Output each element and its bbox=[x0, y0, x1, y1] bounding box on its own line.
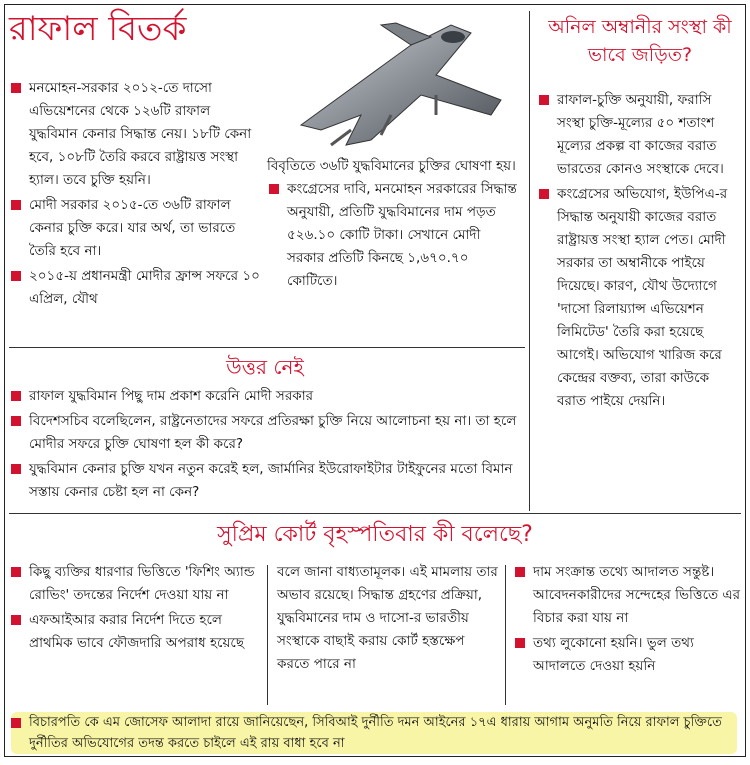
list-item: ২০১৫-য় প্রধানমন্ত্রী মোদীর ফ্রান্স সফরে ১০ এপ্রিল, যৌথ bbox=[9, 265, 261, 311]
court-col3 bbox=[513, 561, 741, 680]
side-col bbox=[537, 89, 741, 415]
divider bbox=[267, 565, 268, 705]
list-item: রাফাল-চুক্তি অনুযায়ী, ফরাসি সংস্থা চুক্তি-মূল্যের ৫০ শতাংশ মূল্যের প্রকল্প বা কাজের বরাত ভারতের কোনও সংস্থাকে দেবে। bbox=[537, 89, 741, 181]
court-col2 bbox=[277, 561, 499, 676]
list-item: মনমোহন-সরকার ২০১২-তে দাসো এভিয়েশনের থেকে ১২৬টি রাফাল যুদ্ধবিমান কেনার সিদ্ধান্ত নেয়। ১৮টি কেনা হবে, ১০৮টি তৈরি করবে রাষ্ট্রায়ত্ত সংস্থা হ্যাল। তবে চুক্তি হয়নি। bbox=[9, 77, 261, 192]
main-title: রাফাল বিতর্ক bbox=[9, 9, 187, 49]
list-item: রাফাল যুদ্ধবিমান পিছু দাম প্রকাশ করেনি মোদী সরকার bbox=[9, 385, 523, 408]
col2 bbox=[267, 155, 517, 295]
fighter-jet-icon bbox=[261, 5, 523, 155]
court-col1 bbox=[9, 561, 259, 657]
list-item: বিদেশসচিব বলেছিলেন, রাষ্ট্রনেতাদের সফরে প্রতিরক্ষা চুক্তি নিয়ে আলোচনা হয় না। তা হলে মোদীর সফরে চুক্তি ঘোষণা হল কী করে? bbox=[9, 410, 523, 456]
list-item: এফআইআর করার নির্দেশ দিতে হলে প্রাথমিক ভাবে ফৌজদারি অপরাধ হয়েছে bbox=[9, 609, 259, 655]
col1 bbox=[9, 77, 261, 313]
list-item: কিছু ব্যক্তির ধারণার ভিত্তিতে 'ফিশিং অ্যান্ড রোভিং' তদন্তের নির্দেশ দেওয়া যায় না bbox=[9, 561, 259, 607]
list-item: কংগ্রেসের দাবি, মনমোহন সরকারের সিদ্ধান্ত অনুযায়ী, প্রতিটি যুদ্ধবিমানের দাম পড়ত ৫২৬.১০ কোটি টাকা। সেখানে মোদী সরকার প্রতিটি কিনছে ১,৬৭০.৭০ কোটিতে। bbox=[267, 178, 517, 293]
list-item: যুদ্ধবিমান কেনার চুক্তি যখন নতুন করেই হল, জার্মানির ইউরোফাইটার টাইফুনের মতো বিমান সস্তায় কেনার চেষ্টা হল না কেন? bbox=[9, 458, 523, 504]
footer-note-wrap bbox=[9, 712, 735, 756]
divider bbox=[9, 347, 525, 348]
list-item: তথ্য লুকোনো হয়নি। ভুল তথ্য আদালতে দেওয়া হয়নি bbox=[513, 632, 741, 678]
side-title: অনিল অম্বানীর সংস্থা কী ভাবে জড়িত? bbox=[548, 16, 732, 66]
list-item: দাম সংক্রান্ত তথ্যে আদালত সন্তুষ্ট। আবেদনকারীদের সন্দেহের ভিত্তিতে এর বিচার করা যায় না bbox=[513, 561, 741, 630]
mid-title: উত্তর নেই bbox=[226, 355, 304, 379]
list-item: কংগ্রেসের অভিযোগ, ইউপিএ-র সিদ্ধান্ত অনুযায়ী কাজের বরাত রাষ্ট্রায়ত্ত সংস্থা হ্যাল পেত। মোদী সরকার তা অম্বানীকে পাইয়ে দিয়েছে। কারণ, যৌথ উদ্যোগে 'দাসো রিলায়্যান্স এভিয়েশন লিমিটেড' তৈরি করা হয়েছে আগেই। অভিযোগ খারিজ করে কেন্দ্রের বক্তব্য, তারা কাউকে বরাত পাইয়ে দেয়নি। bbox=[537, 183, 741, 413]
court-title: সুপ্রিম কোর্ট বৃহস্পতিবার কী বলেছে? bbox=[217, 522, 533, 547]
divider bbox=[505, 565, 506, 705]
footer-note: বিচারপতি কে এম জোসেফ আলাদা রায়ে জানিয়েছেন, সিবিআই দুর্নীতি দমন আইনের ১৭এ ধারায় আগাম অনুমতি নিয়ে রাফাল চুক্তিতে দুর্নীতির অভিযোগের তদন্ত করতে চাইলে এই রায় বাধা হবে না bbox=[9, 712, 735, 754]
paragraph: বিবৃতিতে ৩৬টি যুদ্ধবিমানের চুক্তির ঘোষণা হয়। bbox=[267, 158, 516, 174]
paragraph: বলে জানা বাধ্যতামূলক। এই মামলায় তার অভাব রয়েছে। সিদ্ধান্ত গ্রহণের প্রক্রিয়া, যুদ্ধবিমানের দাম ও দাসো-র ভারতীয় সংস্থাকে বাছাই করায় কোর্ট হস্তক্ষেপ করতে পারে না bbox=[277, 564, 498, 672]
divider bbox=[529, 11, 530, 511]
mid-list bbox=[9, 385, 523, 506]
list-item: মোদী সরকার ২০১৫-তে ৩৬টি রাফাল কেনার চুক্তি করে। যার অর্থ, তা ভারতে তৈরি হবে না। bbox=[9, 194, 261, 263]
divider bbox=[9, 513, 741, 514]
rafale-news-page bbox=[4, 4, 746, 757]
